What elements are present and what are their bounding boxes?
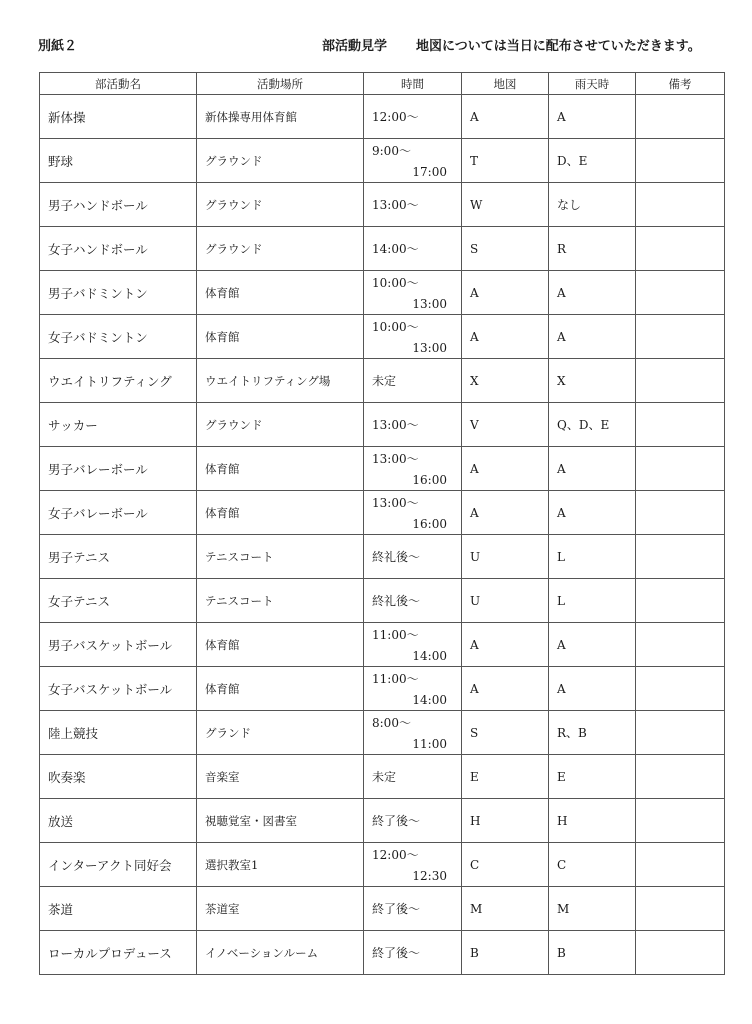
time-start: 14:00～: [372, 242, 419, 256]
club-name-cell: 女子バレーボール: [40, 491, 197, 535]
time-start: 10:00～: [372, 276, 419, 290]
rain-location-cell: C: [549, 843, 636, 887]
time-cell: [364, 843, 462, 887]
map-distribution-note: 地図については当日に配布させていただきます。: [416, 39, 701, 54]
table-row: [40, 183, 725, 227]
column-header-club: 部活動名: [40, 73, 197, 95]
remarks-cell: [636, 359, 725, 403]
activity-place-cell: グラウンド: [197, 227, 364, 271]
rain-location-cell: A: [549, 623, 636, 667]
time-start: 13:00～: [372, 198, 419, 212]
remarks-cell: [636, 315, 725, 359]
club-name-cell: 男子バレーボール: [40, 447, 197, 491]
table-row: [40, 579, 725, 623]
table-row: [40, 667, 725, 711]
rain-location-cell: L: [549, 579, 636, 623]
map-code-cell: B: [462, 931, 549, 975]
club-name-cell: 茶道: [40, 887, 197, 931]
remarks-cell: [636, 711, 725, 755]
table-row: [40, 887, 725, 931]
time-cell: [364, 711, 462, 755]
time-cell: [364, 359, 462, 403]
time-cell: [364, 95, 462, 139]
time-start: 13:00～: [372, 418, 419, 432]
activity-place-cell: ウエイトリフティング場: [197, 359, 364, 403]
activity-place-cell: テニスコート: [197, 535, 364, 579]
remarks-cell: [636, 887, 725, 931]
table-row: [40, 359, 725, 403]
time-start: 未定: [372, 770, 397, 784]
rain-location-cell: X: [549, 359, 636, 403]
club-name-cell: 新体操: [40, 95, 197, 139]
club-name-cell: ローカルプロデュース: [40, 931, 197, 975]
map-code-cell: C: [462, 843, 549, 887]
map-code-cell: X: [462, 359, 549, 403]
time-cell: [364, 271, 462, 315]
activity-place-cell: 体育館: [197, 667, 364, 711]
rain-location-cell: H: [549, 799, 636, 843]
time-start: 終礼後～: [372, 550, 421, 564]
time-cell: [364, 799, 462, 843]
activity-place-cell: 新体操専用体育館: [197, 95, 364, 139]
map-code-cell: M: [462, 887, 549, 931]
time-start: 8:00～: [372, 716, 411, 730]
club-name-cell: サッカー: [40, 403, 197, 447]
remarks-cell: [636, 271, 725, 315]
time-cell: [364, 887, 462, 931]
document-title: 部活動見学: [322, 39, 388, 54]
table-header-row: [40, 73, 725, 95]
table-row: [40, 623, 725, 667]
time-start: 11:00～: [372, 672, 419, 686]
activity-place-cell: 体育館: [197, 491, 364, 535]
table-row: [40, 447, 725, 491]
club-name-cell: 女子バスケットボール: [40, 667, 197, 711]
activity-place-cell: 体育館: [197, 271, 364, 315]
club-name-cell: 男子テニス: [40, 535, 197, 579]
remarks-cell: [636, 931, 725, 975]
club-name-cell: 野球: [40, 139, 197, 183]
map-code-cell: S: [462, 711, 549, 755]
time-start: 9:00～: [372, 144, 411, 158]
rain-location-cell: A: [549, 271, 636, 315]
time-start: 終礼後～: [372, 594, 421, 608]
activity-place-cell: テニスコート: [197, 579, 364, 623]
map-code-cell: S: [462, 227, 549, 271]
map-code-cell: U: [462, 535, 549, 579]
map-code-cell: A: [462, 95, 549, 139]
club-name-cell: 放送: [40, 799, 197, 843]
time-end: 11:00: [412, 737, 447, 751]
activity-place-cell: 茶道室: [197, 887, 364, 931]
remarks-cell: [636, 227, 725, 271]
time-end: 12:30: [412, 869, 447, 883]
table-row: [40, 139, 725, 183]
map-code-cell: A: [462, 315, 549, 359]
rain-location-cell: B: [549, 931, 636, 975]
activity-place-cell: 体育館: [197, 623, 364, 667]
time-cell: [364, 315, 462, 359]
club-name-cell: 男子ハンドボール: [40, 183, 197, 227]
rain-location-cell: なし: [549, 183, 636, 227]
map-code-cell: H: [462, 799, 549, 843]
table-row: [40, 799, 725, 843]
map-code-cell: A: [462, 667, 549, 711]
club-name-cell: インターアクト同好会: [40, 843, 197, 887]
map-code-cell: W: [462, 183, 549, 227]
club-name-cell: 男子バドミントン: [40, 271, 197, 315]
column-header-time: 時間: [364, 73, 462, 95]
time-cell: [364, 579, 462, 623]
rain-location-cell: M: [549, 887, 636, 931]
rain-location-cell: A: [549, 447, 636, 491]
remarks-cell: [636, 667, 725, 711]
time-end: 14:00: [412, 649, 447, 663]
table-row: [40, 227, 725, 271]
map-code-cell: A: [462, 623, 549, 667]
club-name-cell: 陸上競技: [40, 711, 197, 755]
time-end: 14:00: [412, 693, 447, 707]
rain-location-cell: Q、D、E: [549, 403, 636, 447]
activity-place-cell: グラウンド: [197, 183, 364, 227]
map-code-cell: A: [462, 447, 549, 491]
time-start: 13:00～: [372, 496, 419, 510]
table-row: [40, 843, 725, 887]
column-header-rain: 雨天時: [549, 73, 636, 95]
table-row: [40, 755, 725, 799]
time-start: 11:00～: [372, 628, 419, 642]
club-visit-table: [39, 72, 725, 975]
remarks-cell: [636, 755, 725, 799]
activity-place-cell: グランド: [197, 711, 364, 755]
column-header-note: 備考: [636, 73, 725, 95]
remarks-cell: [636, 447, 725, 491]
activity-place-cell: 視聴覚室・図書室: [197, 799, 364, 843]
remarks-cell: [636, 403, 725, 447]
remarks-cell: [636, 95, 725, 139]
table-body: [40, 95, 725, 975]
rain-location-cell: A: [549, 315, 636, 359]
time-start: 終了後～: [372, 946, 421, 960]
time-start: 終了後～: [372, 814, 421, 828]
rain-location-cell: E: [549, 755, 636, 799]
remarks-cell: [636, 491, 725, 535]
time-cell: [364, 931, 462, 975]
remarks-cell: [636, 183, 725, 227]
activity-place-cell: 体育館: [197, 315, 364, 359]
table-row: [40, 931, 725, 975]
time-cell: [364, 667, 462, 711]
activity-place-cell: 体育館: [197, 447, 364, 491]
table-row: [40, 535, 725, 579]
map-code-cell: U: [462, 579, 549, 623]
remarks-cell: [636, 799, 725, 843]
time-cell: [364, 535, 462, 579]
time-cell: [364, 183, 462, 227]
rain-location-cell: A: [549, 667, 636, 711]
club-name-cell: 女子ハンドボール: [40, 227, 197, 271]
rain-location-cell: R: [549, 227, 636, 271]
document-label: 別紙２: [38, 39, 78, 54]
map-code-cell: A: [462, 491, 549, 535]
time-start: 終了後～: [372, 902, 421, 916]
time-start: 12:00～: [372, 848, 419, 862]
time-cell: [364, 623, 462, 667]
table-row: [40, 491, 725, 535]
rain-location-cell: A: [549, 95, 636, 139]
remarks-cell: [636, 579, 725, 623]
column-header-place: 活動場所: [197, 73, 364, 95]
time-end: 16:00: [412, 473, 447, 487]
time-start: 12:00～: [372, 110, 419, 124]
time-end: 13:00: [412, 297, 447, 311]
time-cell: [364, 139, 462, 183]
rain-location-cell: D、E: [549, 139, 636, 183]
table-row: [40, 711, 725, 755]
table-row: [40, 315, 725, 359]
club-name-cell: ウエイトリフティング: [40, 359, 197, 403]
remarks-cell: [636, 139, 725, 183]
time-end: 16:00: [412, 517, 447, 531]
remarks-cell: [636, 843, 725, 887]
remarks-cell: [636, 535, 725, 579]
activity-place-cell: グラウンド: [197, 403, 364, 447]
activity-place-cell: 音楽室: [197, 755, 364, 799]
rain-location-cell: R、B: [549, 711, 636, 755]
time-cell: [364, 491, 462, 535]
club-name-cell: 男子バスケットボール: [40, 623, 197, 667]
remarks-cell: [636, 623, 725, 667]
rain-location-cell: L: [549, 535, 636, 579]
table-row: [40, 403, 725, 447]
time-cell: [364, 227, 462, 271]
map-code-cell: A: [462, 271, 549, 315]
club-name-cell: 女子バドミントン: [40, 315, 197, 359]
club-name-cell: 女子テニス: [40, 579, 197, 623]
map-code-cell: V: [462, 403, 549, 447]
time-start: 未定: [372, 374, 397, 388]
table-row: [40, 271, 725, 315]
column-header-map: 地図: [462, 73, 549, 95]
map-code-cell: T: [462, 139, 549, 183]
map-code-cell: E: [462, 755, 549, 799]
time-start: 13:00～: [372, 452, 419, 466]
activity-place-cell: グラウンド: [197, 139, 364, 183]
time-end: 17:00: [412, 165, 447, 179]
activity-place-cell: イノベーションルーム: [197, 931, 364, 975]
time-cell: [364, 755, 462, 799]
activity-place-cell: 選択教室1: [197, 843, 364, 887]
time-start: 10:00～: [372, 320, 419, 334]
club-name-cell: 吹奏楽: [40, 755, 197, 799]
time-end: 13:00: [412, 341, 447, 355]
time-cell: [364, 403, 462, 447]
table-row: [40, 95, 725, 139]
rain-location-cell: A: [549, 491, 636, 535]
time-cell: [364, 447, 462, 491]
